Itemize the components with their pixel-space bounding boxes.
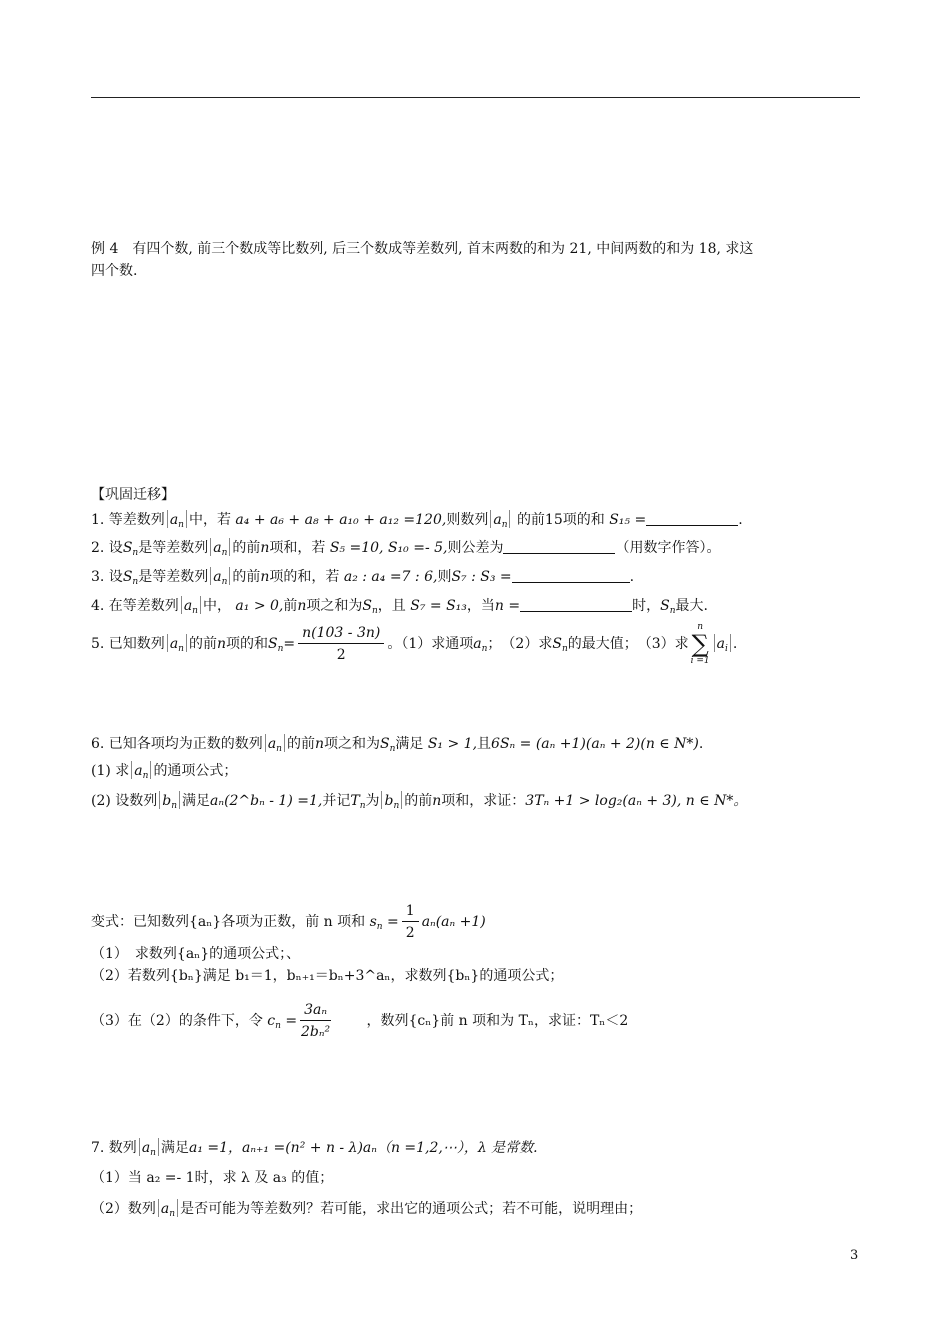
variant-part-1: （1） 求数列{aₙ}的通项公式；、 xyxy=(91,946,301,962)
question-2: 2. 设$S_n$是等差数列 $a_n$ 的前n项和，若 S₅ =10, S₁₀ =- 5,则公差为 （用数字作答）。 xyxy=(91,540,721,558)
example-4 xyxy=(91,238,861,282)
variant-part-2: （2）若数列{bₙ}满足 b₁＝1，bₙ₊₁＝bₙ+3^aₙ，求数列{bₙ}的通项公式； xyxy=(91,968,564,984)
answer-blank-1[interactable] xyxy=(646,511,738,526)
answer-blank-4[interactable] xyxy=(520,597,632,612)
answer-blank-3[interactable] xyxy=(512,568,630,583)
question-6: 6. 已知各项均为正数的数列 $a_n$ 的前n项之和为$S_n$满足 S₁ > 1,且6Sₙ = (aₙ +1)(aₙ + 2)(n ∈ N*). xyxy=(91,736,704,754)
header-rule xyxy=(91,97,860,98)
question-1: 1. 等差数列 $a_n$ 中，若 a₄ + a₆ + a₈ + a₁₀ + a₁₂ =120,则数列 $a_n$ 的前15项的和 S₁₅ = . xyxy=(91,512,743,530)
question-6-part-1: (1) 求 $a_n$ 的通项公式； xyxy=(91,763,238,781)
example-4-line2: 四个数. xyxy=(91,263,138,279)
consolidate-title: 【巩固迁移】 xyxy=(91,487,175,503)
question-7-part-2: （2）数列 $a_n$ 是否可能为等差数列？若可能，求出它的通项公式；若不可能，说明理由； xyxy=(91,1201,643,1219)
page-number: 3 xyxy=(850,1248,859,1263)
question-5: 5. 已知数列 $a_n$ 的前n项的和$S_n=$ $\frac{n(103 - 3n)}{2}$ 。（1）求通项$a_n$； （2）求$S_n$的最大值； （3）求 n ∑ i =1 $a_i$ . xyxy=(91,622,738,666)
question-7: 7. 数列 $a_n$ 满足a₁ =1，aₙ₊₁ =(n² + n - λ)aₙ（n =1,2,⋯），λ 是常数. xyxy=(91,1140,538,1158)
example-4-line1: 例 4 有四个数, 前三个数成等比数列, 后三个数成等差数列, 首末两数的和为 21, 中间两数的和为 18, 求这 xyxy=(91,241,754,257)
question-3: 3. 设$S_n$是等差数列 $a_n$ 的前n项的和，若 a₂ : a₄ =7 : 6,则S₇ : S₃ = . xyxy=(91,569,635,587)
variant-part-3: （3）在（2）的条件下，令 $c_n$ = $\frac{\text{3aₙ}}{\text{2bₙ²}}$ ，数列{cₙ}前 n 项和为 Tₙ，求证：Tₙ＜2 xyxy=(91,998,628,1049)
question-4: 4. 在等差数列 $a_n$ 中， a₁ > 0,前n项之和为$S_n$，且 S₇ = S₁₃，当n = 时，$S_n$最大. xyxy=(91,598,708,616)
sn-fraction: $\frac{n(103 - 3n)}{2}$ xyxy=(298,623,384,666)
variant-intro: 变式：已知数列{aₙ}各项为正数，前 n 项和 $s_n$ = $\frac{1}{2}$ aₙ(aₙ +1) xyxy=(91,900,486,949)
question-6-part-2: (2) 设数列 $b_n$ 满足aₙ(2^bₙ - 1) =1,并记$T_n$为 $b_n$ 的前n项和，求证：3Tₙ +1 > log₂(aₙ + 3), n ∈ N*。 xyxy=(91,793,748,811)
answer-blank-2[interactable] xyxy=(503,539,615,554)
sigma-sum: n ∑ i =1 xyxy=(690,622,710,666)
question-7-part-1: （1）当 a₂ =- 1时，求 λ 及 a₃ 的值； xyxy=(91,1170,334,1186)
variant-half-fraction: $\frac{1}{2}$ xyxy=(402,901,419,944)
cn-fraction: $\frac{\text{3aₙ}}{\text{2bₙ²}}$ xyxy=(301,1001,331,1040)
